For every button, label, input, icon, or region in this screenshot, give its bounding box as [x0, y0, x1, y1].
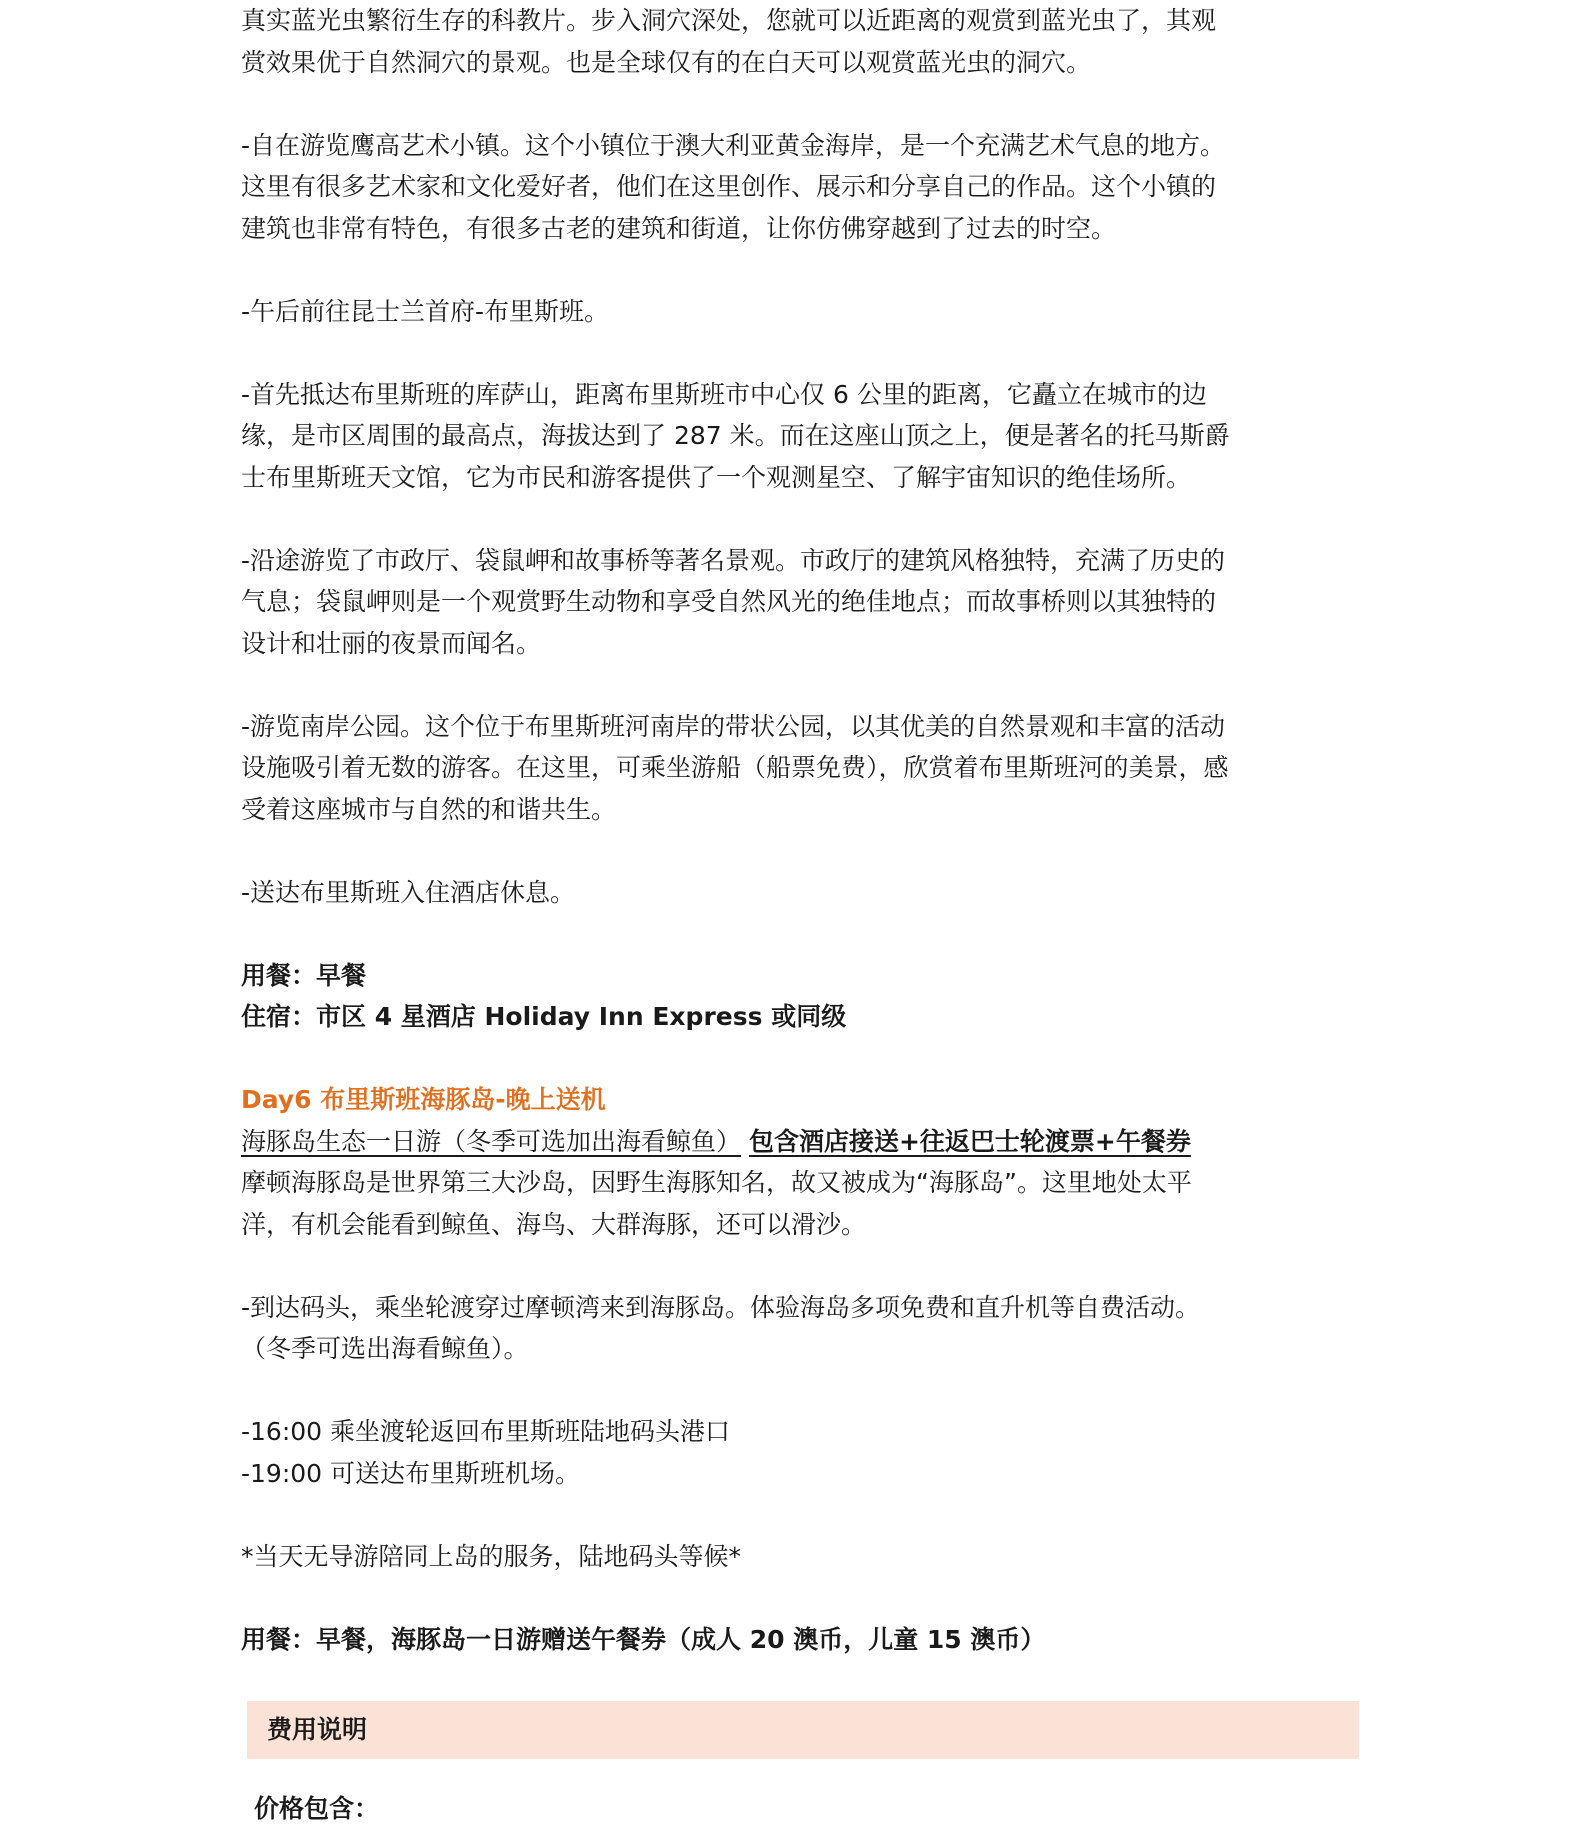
day6-tour-includes: 包含酒店接送+往返巴士轮渡票+午餐券: [748, 1126, 1191, 1156]
day5-meals: 用餐：早餐: [241, 960, 367, 990]
art-town-line-2: 这里有很多艺术家和文化爱好者，他们在这里创作、展示和分享自己的作品。这个小镇的: [241, 172, 1217, 201]
day6-title: Day6 布里斯班海豚岛-晚上送机: [241, 1085, 606, 1114]
mount-line-2: 缘，是市区周围的最高点，海拔达到了 287 米。而在这座山顶之上，便是著名的托马斯爵: [241, 421, 1230, 450]
day6-note: *当天无导游陪同上岛的服务，陆地码头等候*: [241, 1541, 742, 1571]
afternoon-paragraph: -午后前往昆士兰首府-布里斯班。: [241, 296, 610, 326]
southbank-line-2: 设施吸引着无数的游客。在这里，可乘坐游船（船票免费），欣赏着布里斯班河的美景，感: [241, 753, 1229, 782]
day6-desc-line-1: 摩顿海豚岛是世界第三大沙岛，因野生海豚知名，故又被成为“海豚岛”。这里地处太平: [241, 1168, 1192, 1197]
intro-line-1: 真实蓝光虫繁衍生存的科教片。步入洞穴深处，您就可以近距离的观赏到蓝光虫了，其观: [241, 6, 1217, 35]
art-town-line-3: 建筑也非常有特色，有很多古老的建筑和街道，让你仿佛穿越到了过去的时空。: [241, 213, 1117, 243]
city-line-3: 设计和壮丽的夜景而闻名。: [241, 628, 542, 658]
day6-time-2: -19:00 可送达布里斯班机场。: [241, 1458, 581, 1488]
day6-meals: 用餐：早餐，海豚岛一日游赠送午餐券（成人 20 澳币，儿童 15 澳币）: [241, 1624, 1046, 1654]
day6-desc-line-2: 洋，有机会能看到鲸鱼、海鸟、大群海豚，还可以滑沙。: [241, 1209, 867, 1239]
day6-ferry-line-1: -到达码头，乘坐轮渡穿过摩顿湾来到海豚岛。体验海岛多项免费和直升机等自费活动。: [241, 1292, 1201, 1322]
day6-tour-name: 海豚岛生态一日游（冬季可选加出海看鲸鱼）: [241, 1126, 742, 1156]
mount-line-3: 士布里斯班天文馆，它为市民和游客提供了一个观测星空、了解宇宙知识的绝佳场所。: [241, 462, 1192, 492]
intro-line-2: 赏效果优于自然洞穴的景观。也是全球仅有的在白天可以观赏蓝光虫的洞穴。: [241, 47, 1092, 77]
city-line-1: -沿途游览了市政厅、袋鼠岬和故事桥等著名景观。市政厅的建筑风格独特，充满了历史的: [241, 545, 1226, 575]
southbank-line-3: 受着这座城市与自然的和谐共生。: [241, 794, 617, 824]
day6-ferry-line-2: （冬季可选出海看鲸鱼）。: [241, 1334, 529, 1363]
day6-tour-line: [241, 1121, 1361, 1163]
itinerary-content: [241, 0, 1361, 1660]
southbank-line-1: -游览南岸公园。这个位于布里斯班河南岸的带状公园，以其优美的自然景观和丰富的活动: [241, 711, 1226, 741]
art-town-line-1: -自在游览鹰高艺术小镇。这个小镇位于澳大利亚黄金海岸，是一个充满艺术气息的地方。: [241, 130, 1226, 160]
fee-section-title: 费用说明: [267, 1715, 368, 1744]
day6-time-1: -16:00 乘坐渡轮返回布里斯班陆地码头港口: [241, 1417, 731, 1446]
price-includes-label: 价格包含：: [254, 1794, 380, 1823]
hotel-transfer-paragraph: -送达布里斯班入住酒店休息。: [241, 877, 576, 907]
mount-line-1: -首先抵达布里斯班的库萨山，距离布里斯班市中心仅 6 公里的距离，它矗立在城市的边: [241, 379, 1207, 409]
city-line-2: 气息；袋鼠岬则是一个观赏野生动物和享受自然风光的绝佳地点；而故事桥则以其独特的: [241, 587, 1217, 616]
day5-accommodation: 住宿：市区 4 星酒店 Holiday Inn Express 或同级: [241, 1002, 847, 1031]
fee-section-header: [247, 1701, 1359, 1759]
